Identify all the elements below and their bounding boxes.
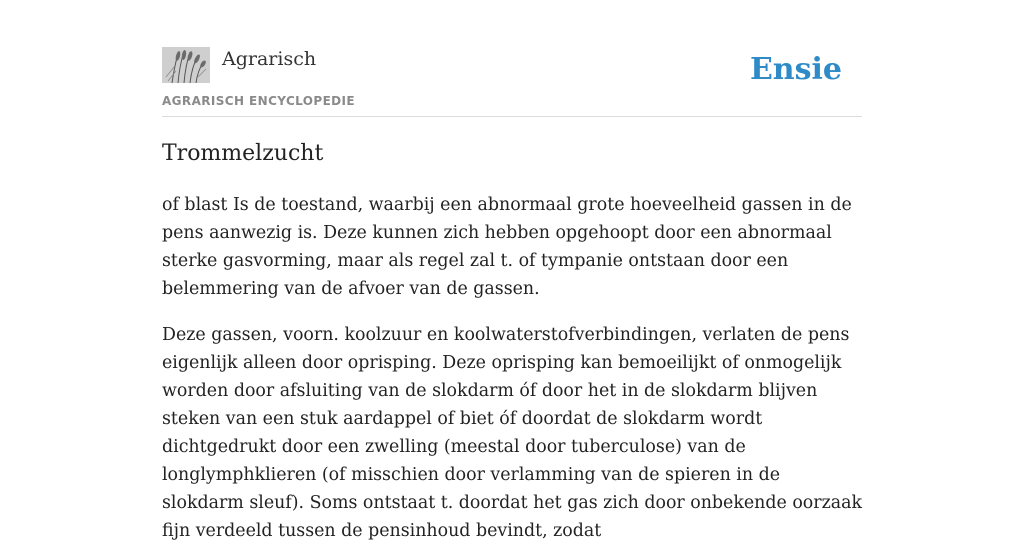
- brand-logo[interactable]: Ensie: [749, 52, 842, 87]
- site-subtitle: AGRARISCH ENCYCLOPEDIE: [162, 94, 355, 108]
- article-paragraph: Deze gassen, voorn. koolzuur en koolwaterstofverbindingen, verlaten de pens eigenlijk alleen door oprisping. Deze oprisping kan bemoeilijkt of onmogelijk worden door afsluiting van de slokdarm óf door het in de slokdarm blijven steken van een stuk aardappel of biet óf doordat de slokdarm wordt dichtgedrukt door een zwelling (meestal door tuberculose) van de longlymphklieren (of misschien door verlamming van de spieren in de slokdarm sleuf). Soms ontstaat t. doordat het gas zich door onbekende oorzaak fijn verdeeld tussen de pensinhoud bevindt, zodat: [162, 325, 863, 541]
- site-name[interactable]: Agrarisch: [222, 48, 317, 70]
- site-header: [162, 44, 862, 117]
- page-title: Trommelzucht: [162, 141, 324, 166]
- article-paragraph: of blast Is de toestand, waarbij een abnormaal grote hoeveelheid gassen in de pens aanwezig is. Deze kunnen zich hebben opgehoopt door een abnormaal sterke gasvorming, maar als regel zal t. of tympanie ontstaan door een belemmering van de afvoer van de gassen.: [162, 195, 852, 299]
- article: [162, 138, 862, 545]
- wheat-icon[interactable]: [162, 47, 210, 83]
